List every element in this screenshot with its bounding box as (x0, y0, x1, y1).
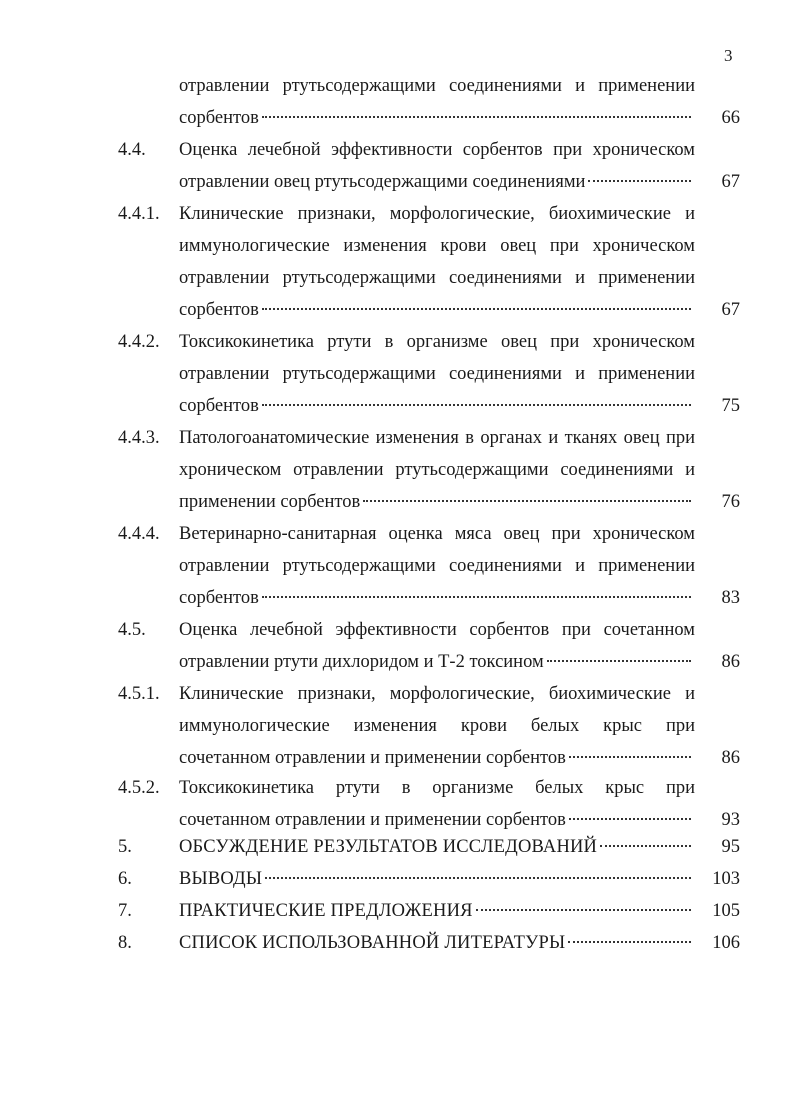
toc-entry-page: 93 (721, 810, 740, 830)
toc-entry-title: отравлении овец ртутьсодержащими соединениями (179, 172, 586, 192)
toc-entry-title: СПИСОК ИСПОЛЬЗОВАННОЙ ЛИТЕРАТУРЫ (179, 933, 566, 953)
toc-entry-title: сочетанном отравлении и применении сорбентов (179, 810, 566, 830)
toc-entry-line: Патологоанатомические изменения в органах и тканях овец при (179, 428, 695, 448)
toc-entry-line: иммунологические изменения крови овец при хроническом (179, 236, 695, 256)
toc-entry-page: 75 (721, 396, 740, 416)
toc-entry-number: 4.5. (118, 620, 146, 640)
toc-entry-number: 5. (118, 837, 132, 857)
toc-entry-line: Токсикокинетика ртути в организме белых крыс при (179, 778, 695, 798)
toc-entry-title: ВЫВОДЫ (179, 869, 263, 889)
toc-entry-page: 66 (721, 108, 740, 128)
toc-entry-title: сорбентов (179, 396, 259, 416)
dot-leader (600, 845, 691, 847)
toc-entry-page: 67 (721, 172, 740, 192)
toc-entry-line: Клинические признаки, морфологические, биохимические и (179, 684, 695, 704)
toc-entry-title: сочетанном отравлении и применении сорбентов (179, 748, 566, 768)
toc-entry-line: отравлении ртутьсодержащими соединениями и применении (179, 76, 695, 96)
toc-entry-page: 106 (712, 933, 740, 953)
toc-entry-number: 4.4.1. (118, 204, 160, 224)
dot-leader (588, 180, 691, 182)
dot-leader (568, 941, 691, 943)
dot-leader (262, 404, 691, 406)
dot-leader (569, 818, 691, 820)
toc-entry-number: 4.5.2. (118, 778, 160, 798)
toc-entry-line: отравлении ртутьсодержащими соединениями и применении (179, 556, 695, 576)
toc-entry-title: ОБСУЖДЕНИЕ РЕЗУЛЬТАТОВ ИССЛЕДОВАНИЙ (179, 837, 598, 857)
toc-entry-number: 4.4.3. (118, 428, 160, 448)
toc-entry-line: отравлении ртутьсодержащими соединениями и применении (179, 268, 695, 288)
toc-entry-line: Оценка лечебной эффективности сорбентов при хроническом (179, 140, 695, 160)
toc-entry-number: 6. (118, 869, 132, 889)
dot-leader (265, 877, 691, 879)
toc-entry-line: Ветеринарно-санитарная оценка мяса овец при хроническом (179, 524, 695, 544)
toc-entry-number: 8. (118, 933, 132, 953)
toc-entry-line: отравлении ртутьсодержащими соединениями и применении (179, 364, 695, 384)
toc-entry-title: сорбентов (179, 108, 259, 128)
toc-entry-line: Оценка лечебной эффективности сорбентов при сочетанном (179, 620, 695, 640)
dot-leader (262, 596, 691, 598)
toc-entry-number: 7. (118, 901, 132, 921)
toc-entry-page: 95 (721, 837, 740, 857)
toc-entry-number: 4.4. (118, 140, 146, 160)
toc-entry-title: ПРАКТИЧЕСКИЕ ПРЕДЛОЖЕНИЯ (179, 901, 473, 921)
dot-leader (262, 308, 691, 310)
toc-entry-title: сорбентов (179, 588, 259, 608)
toc-entry-line: хроническом отравлении ртутьсодержащими соединениями и (179, 460, 695, 480)
toc-entry-page: 103 (712, 869, 740, 889)
dot-leader (363, 500, 691, 502)
dot-leader (569, 756, 691, 758)
page-number: 3 (724, 46, 733, 65)
toc-entry-page: 83 (721, 588, 740, 608)
toc-entry-page: 105 (712, 901, 740, 921)
dot-leader (476, 909, 691, 911)
toc-entry-line: Токсикокинетика ртути в организме овец при хроническом (179, 332, 695, 352)
toc-entry-line: Клинические признаки, морфологические, биохимические и (179, 204, 695, 224)
toc-entry-number: 4.4.4. (118, 524, 160, 544)
toc-entry-line: иммунологические изменения крови белых крыс при (179, 716, 695, 736)
toc-entry-number: 4.4.2. (118, 332, 160, 352)
toc-entry-page: 67 (721, 300, 740, 320)
toc-entry-title: отравлении ртути дихлоридом и Т-2 токсином (179, 652, 544, 672)
dot-leader (547, 660, 691, 662)
dot-leader (262, 116, 691, 118)
toc-entry-title: сорбентов (179, 300, 259, 320)
toc-entry-page: 86 (721, 652, 740, 672)
toc-entry-title: применении сорбентов (179, 492, 361, 512)
toc-entry-page: 86 (721, 748, 740, 768)
toc-entry-page: 76 (721, 492, 740, 512)
toc-entry-number: 4.5.1. (118, 684, 160, 704)
